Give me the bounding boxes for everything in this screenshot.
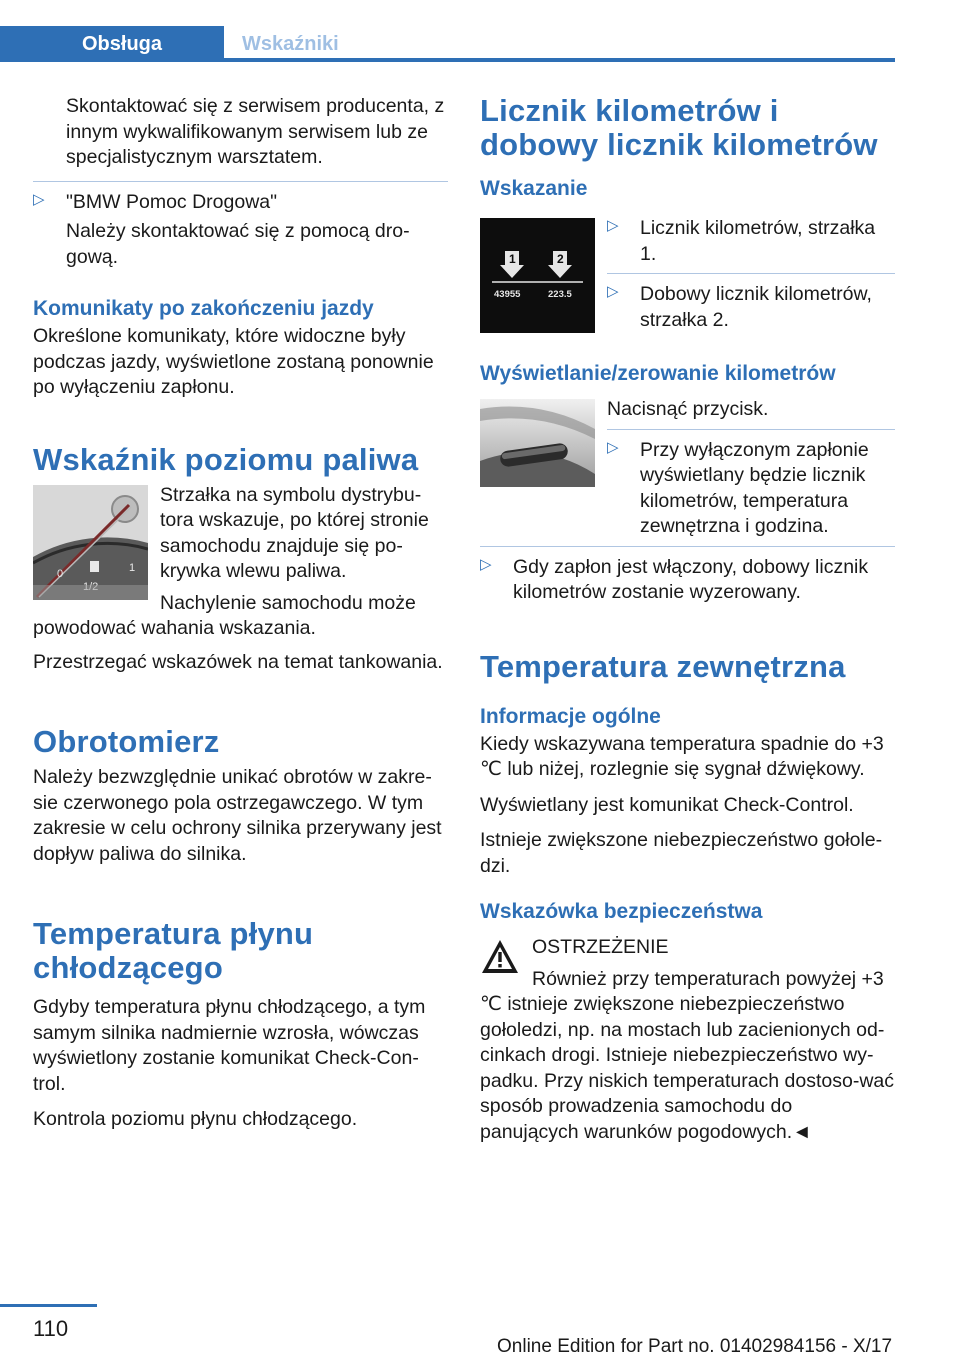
- divider: [33, 181, 448, 182]
- paragraph-coolant-1: Gdyby temperatura płynu chłodzącego, a tym samym silnika nadmiernie wzrosła, wówczas wyświetlony zostanie komunikat Check-Con-trol.: [33, 996, 426, 1095]
- paragraph-fuel-3: Przestrzegać wskazówek na temat tankowania.: [33, 650, 443, 673]
- paragraph-info-1: Kiedy wskazywana temperatura spadnie do +3 ℃ lub niżej, rozlegnie się sygnał dźwiękowy.: [480, 732, 884, 780]
- triangle-bullet-icon: ▷: [607, 438, 619, 456]
- heading-info: Informacje ogólne: [480, 704, 661, 728]
- list-item-label: Przy wyłączonym zapłonie wyświetlany będzie licznik kilometrów, temperatura zewnętrzna i godzina.: [640, 438, 869, 537]
- heading-wyswietlanie: Wyświetlanie/zerowanie kilometrów: [480, 362, 836, 385]
- list-item-detail: Należy skontaktować się z pomocą dro-gową.: [66, 220, 410, 268]
- odometer-image: [480, 218, 595, 333]
- triangle-bullet-icon: ▷: [607, 283, 619, 300]
- warning-text: Również przy temperaturach powyżej +3 ℃ istnieje zwiększone niebezpieczeństwo gołoledzi, np. na mostach lub zacienionych od-cinkach drogi. Istnieje niebezpieczeństwo wy-padku. Przy niskich temperaturach dostoso-wać sposób prowadzenia samochodu do panujących warunków pogodowych.◄: [480, 967, 895, 1143]
- paragraph-fuel-1: Strzałka na symbolu dystrybu-tora wskazuje, po której stronie samochodu znajduje się po-krywka wlewu paliwa.: [160, 483, 429, 582]
- reset-button-image: [480, 399, 595, 487]
- warning-title: OSTRZEŻENIE: [532, 936, 669, 958]
- right-column: [480, 94, 895, 1155]
- odometer-section: [480, 216, 895, 343]
- heading-safety: Wskazówka bezpieczeństwa: [480, 900, 763, 923]
- paragraph-coolant-2: Kontrola poziomu płynu chłodzącego.: [33, 1108, 358, 1130]
- list-item-label: "BMW Pomoc Drogowa": [66, 190, 278, 213]
- heading-tachometer: Obrotomierz: [33, 724, 220, 759]
- heading-odometer: Licznik kilometrów i dobowy licznik kilometrów: [480, 93, 878, 162]
- paragraph-info-3: Istnieje zwiększone niebezpieczeństwo gołole-dzi.: [480, 829, 883, 877]
- divider: [607, 429, 895, 430]
- paragraph-fuel-2: Nachylenie samochodu może powodować wahania wskazania.: [33, 591, 416, 639]
- heading-outside-temp: Temperatura zewnętrzna: [480, 648, 846, 684]
- list-item-label: Dobowy licznik kilometrów, strzałka 2.: [640, 283, 872, 331]
- tab-obsluga[interactable]: Obsługa: [0, 26, 224, 62]
- heading-wskazanie: Wskazanie: [480, 177, 588, 200]
- paragraph-press-button: Nacisnąć przycisk.: [607, 398, 769, 420]
- left-column: [33, 94, 448, 1143]
- arrow-1-number: 1: [509, 252, 516, 266]
- divider: [480, 546, 895, 547]
- gauge-label-zero: 0: [57, 567, 64, 580]
- header-rule: [0, 58, 895, 62]
- warning-icon: [480, 937, 520, 977]
- list-item-bmw: [33, 190, 448, 271]
- paragraph-contact-service: Skontaktować się z serwisem producenta, z innym wykwalifikowanym serwisem lub ze specjalistycznym warsztatem.: [66, 95, 445, 168]
- triangle-bullet-icon: ▷: [33, 190, 45, 208]
- heading-komunikaty: Komunikaty po zakończeniu jazdy: [33, 297, 374, 320]
- list-item-ignition-on: [480, 555, 895, 606]
- trip-value: 223.5: [548, 289, 572, 300]
- tab-wskazniki[interactable]: Wskaźniki: [242, 33, 339, 55]
- odometer-value: 43955: [494, 289, 521, 300]
- triangle-bullet-icon: ▷: [607, 217, 619, 234]
- arrow-2-number: 2: [557, 252, 564, 266]
- heading-fuel-gauge: Wskaźnik poziomu paliwa: [33, 441, 419, 477]
- edition-text: Online Edition for Part no. 01402984156 - X/17: [497, 1336, 893, 1357]
- gauge-label-one: 1: [129, 561, 136, 574]
- warning-box: [480, 935, 895, 1155]
- divider: [607, 273, 895, 274]
- list-item-trip: [607, 282, 895, 333]
- paragraph-tachometer: Należy bezwzględnie unikać obrotów w zakre-sie czerwonego pola ostrzegawczego. W tym zakresie w celu ochrony silnika przerywany jest dopływ paliwa do silnika.: [33, 766, 442, 865]
- fuel-gauge-image: [33, 485, 148, 600]
- heading-coolant: Temperatura płynu chłodzącego: [33, 916, 314, 985]
- triangle-bullet-icon: ▷: [480, 555, 492, 573]
- paragraph-komunikaty: Określone komunikaty, które widoczne były podczas jazdy, wyświetlone zostaną ponownie po wyłączeniu zapłonu.: [33, 325, 434, 398]
- list-item-odometer: [607, 216, 895, 267]
- fuel-section: [33, 483, 448, 650]
- footer-rule: [0, 1304, 97, 1307]
- reset-section: [480, 397, 895, 546]
- list-item-ignition-off: [607, 438, 895, 540]
- list-item-label: Gdy zapłon jest włączony, dobowy licznik kilometrów zostanie wyzerowany.: [513, 555, 869, 603]
- list-item-label: Licznik kilometrów, strzałka 1.: [640, 217, 876, 265]
- paragraph-info-2: Wyświetlany jest komunikat Check-Control.: [480, 793, 854, 816]
- page-number: 110: [33, 1316, 69, 1341]
